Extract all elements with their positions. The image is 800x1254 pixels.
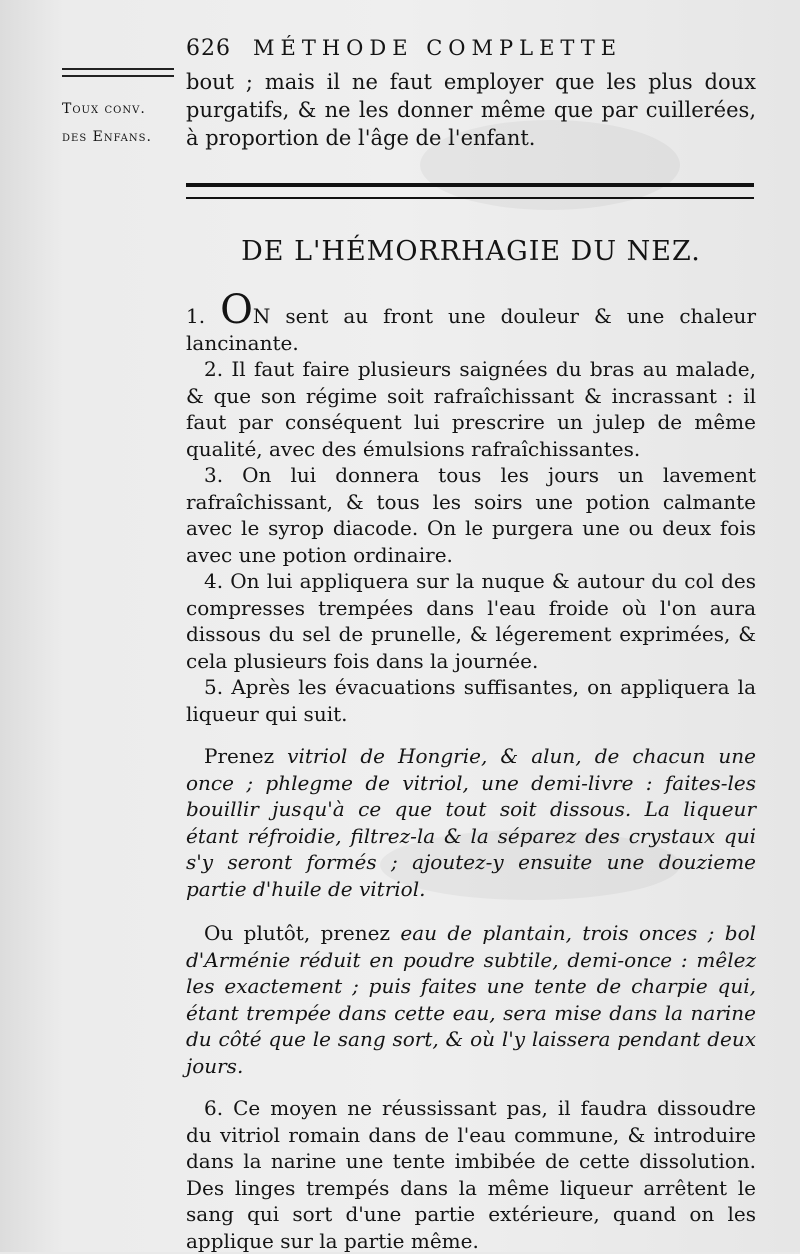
running-header bbox=[186, 36, 686, 61]
paragraph-number: 1. bbox=[186, 304, 206, 328]
section-body bbox=[186, 287, 757, 1254]
paragraph-6: 6. Ce moyen ne réussissant pas, il faudra dissoudre du vitriol romain dans de l'eau commune, & introduire dans la narine une tente imbibée de cette dissolution. Des linges trempés dans la même liqueur arrêtent le sang qui sort d'une partie extérieure, quand on les applique sur la partie même. bbox=[186, 1096, 756, 1253]
paragraph-text: bout ; mais il ne faut employer que les plus doux purgatifs, & ne les donner même que par cuillerées, à proportion de l'âge de l'enfant. bbox=[186, 70, 756, 150]
paragraph-2: 2. Il faut faire plusieurs saignées du bras au malade, & que son régime soit rafraîchissant & incrassant : il faut par conséquent lui prescrire un julep de même qualité, avec des émulsions rafraîchissantes. bbox=[186, 357, 756, 461]
margin-note-line: Toux conv. bbox=[62, 101, 146, 117]
paragraph-5: 5. Après les évacuations suffisantes, on appliquera la liqueur qui suit. bbox=[186, 675, 756, 726]
recipe-lead: Prenez bbox=[204, 744, 275, 768]
recipe-lead: Ou plutôt, prenez bbox=[204, 921, 391, 945]
recipe-1 bbox=[186, 743, 756, 902]
margin-rule bbox=[62, 68, 174, 77]
continued-paragraph bbox=[186, 68, 756, 152]
recipe-2 bbox=[186, 920, 756, 1079]
recipe-text: vitriol de Hongrie, & alun, de chacun une once ; phlegme de vitriol, une demi-livre : faites-les bouillir jusqu'à ce que tout soit dissous. La liqueur étant réfroidie, filtrez-la & la séparez des crystaux qui s'y seront formés ; ajoutez-y ensuite une douzieme partie d'huile de vitriol. bbox=[186, 744, 756, 901]
section-divider bbox=[186, 183, 754, 199]
paragraph-text: N sent au front une douleur & une chaleur lancinante. bbox=[186, 304, 756, 355]
recipe-text: eau de plantain, trois onces ; bol d'Arménie réduit en poudre subtile, demi-once : mêlez les exactement ; puis faites une tente de charpie qui, étant trempée dans cette eau, sera mise dans la narine du côté que le sang sort, & où l'y laissera pendant deux jours. bbox=[186, 921, 757, 1078]
margin-note bbox=[62, 95, 180, 151]
paragraph-4: 4. On lui appliquera sur la nuque & autour du col des compresses trempées dans l'eau froide où l'on aura dissous du sel de prunelle, & légerement exprimées, & cela plusieurs fois dans la journée. bbox=[186, 569, 756, 673]
section-title: DE L'HÉMORRHAGIE DU NEZ. bbox=[241, 236, 701, 267]
running-title: MÉTHODE COMPLETTE bbox=[253, 36, 623, 60]
page-number: 626 bbox=[186, 36, 231, 61]
margin-note-line: des Enfans. bbox=[62, 129, 152, 145]
paragraph-1 bbox=[186, 287, 756, 356]
paragraph-3: 3. On lui donnera tous les jours un lavement rafraîchissant, & tous les soirs une potion calmante avec le syrop diacode. On le purgera une ou deux fois avec une potion ordinaire. bbox=[186, 463, 756, 567]
drop-cap: O bbox=[220, 287, 253, 333]
